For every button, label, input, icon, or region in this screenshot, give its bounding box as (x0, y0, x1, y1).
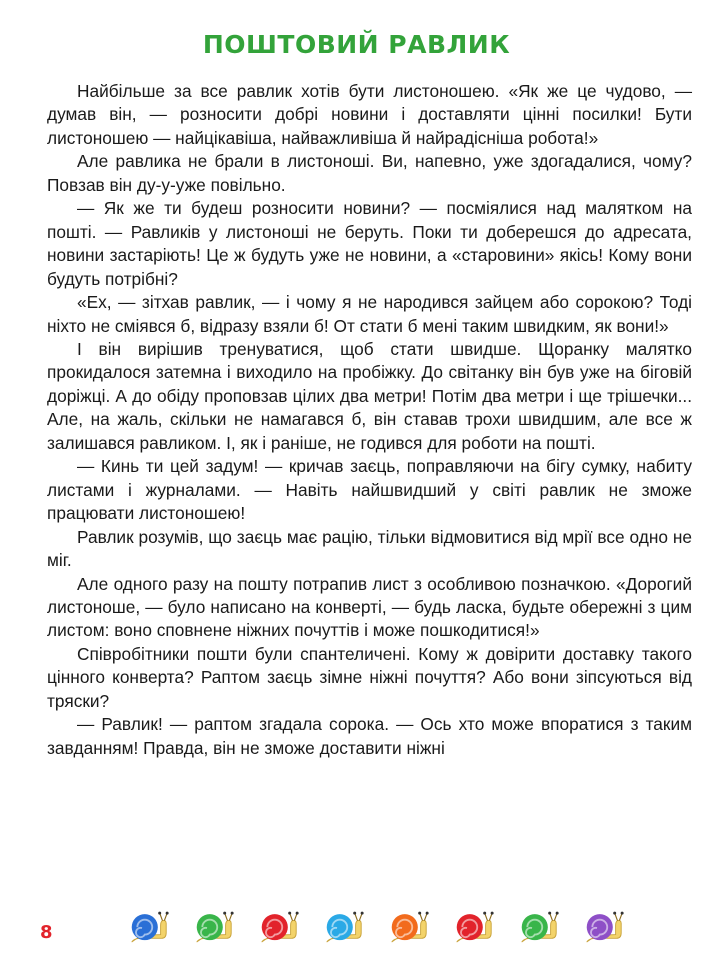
paragraph: Але равлика не брали в листоноші. Ви, напевно, уже здогадалися, чому? Повзав він ду-у-уже повільно. (47, 151, 692, 195)
paragraph: Найбільше за все равлик хотів бути листоношею. «Як же це чудово, — думав він, — розносити добрі новини і доставляти цінні посилки! Бути листоношею — найцікавіша, найважливіша й найрадісніша робота!» (47, 81, 692, 148)
snail-icon (128, 910, 169, 948)
paragraph: Співробітники пошти були спантеличені. Кому ж довірити доставку такого цінного конверта? Раптом заєць зімне ніжні почуття? Або вони зіпсуються від тряски? (47, 643, 692, 711)
paragraph: І він вирішив тренуватися, щоб стати швидше. Щоранку малятко прокидалося затемна і виходило на пробіжку. До світанку він був уже на біговій доріжці. А до обіду проповзав цілих два метри! Потім два метри і ще трішечки... Але, на жаль, скільки не намагався б, він ставав трохи швидшим, але все ж залишався равликом. І, як і раніше, не годився для роботи на пошті. (47, 338, 692, 453)
story-text (47, 80, 692, 760)
page-footer (0, 906, 713, 956)
paragraph: Але одного разу на пошту потрапив лист з особливою позначкою. «Дорогий листоноше, — було написано на конверті, — будь ласка, будьте обережні з цим листом: воно сповнене ніжних почуттів і може пошкодитися!» (47, 573, 692, 641)
snail-icon (453, 910, 494, 948)
snail-icon (518, 910, 559, 948)
paragraph: — Як же ти будеш розносити новини? — посміялися над малятком на пошті. — Равликів у листоноші не беруть. Поки ти доберешся до адресата, новини застаріють! Це ж будуть уже не новини, а «старовини» якісь! Кому вони будуть потрібні? (47, 198, 692, 289)
snail-icon (258, 910, 299, 948)
page-number: 8 (40, 922, 53, 943)
page-title: ПОШТОВИЙ РАВЛИК (202, 30, 511, 59)
snail-icon (323, 910, 364, 948)
snail-icon (193, 910, 234, 948)
paragraph: — Кинь ти цей задум! — кричав заєць, поправляючи на бігу сумку, набиту листами і журналами. — Навіть найшвидший у світі равлик не зможе працювати листоношею! (47, 456, 692, 524)
snail-icon (388, 910, 429, 948)
paragraph: «Ех, — зітхав равлик, — і чому я не народився зайцем або сорокою? Тоді ніхто не сміявся б, відразу взяли б! От стати б мені таким швидким, як вони!» (47, 292, 692, 336)
paragraph: Равлик розумів, що заєць має рацію, тільки відмовитися від мрії все одно не міг. (47, 526, 692, 571)
snail-decoration-row (128, 910, 624, 948)
snail-icon (583, 910, 624, 948)
paragraph: — Равлик! — раптом згадала сорока. — Ось хто може впоратися з таким завданням! Правда, він не зможе доставити ніжні (47, 714, 692, 758)
